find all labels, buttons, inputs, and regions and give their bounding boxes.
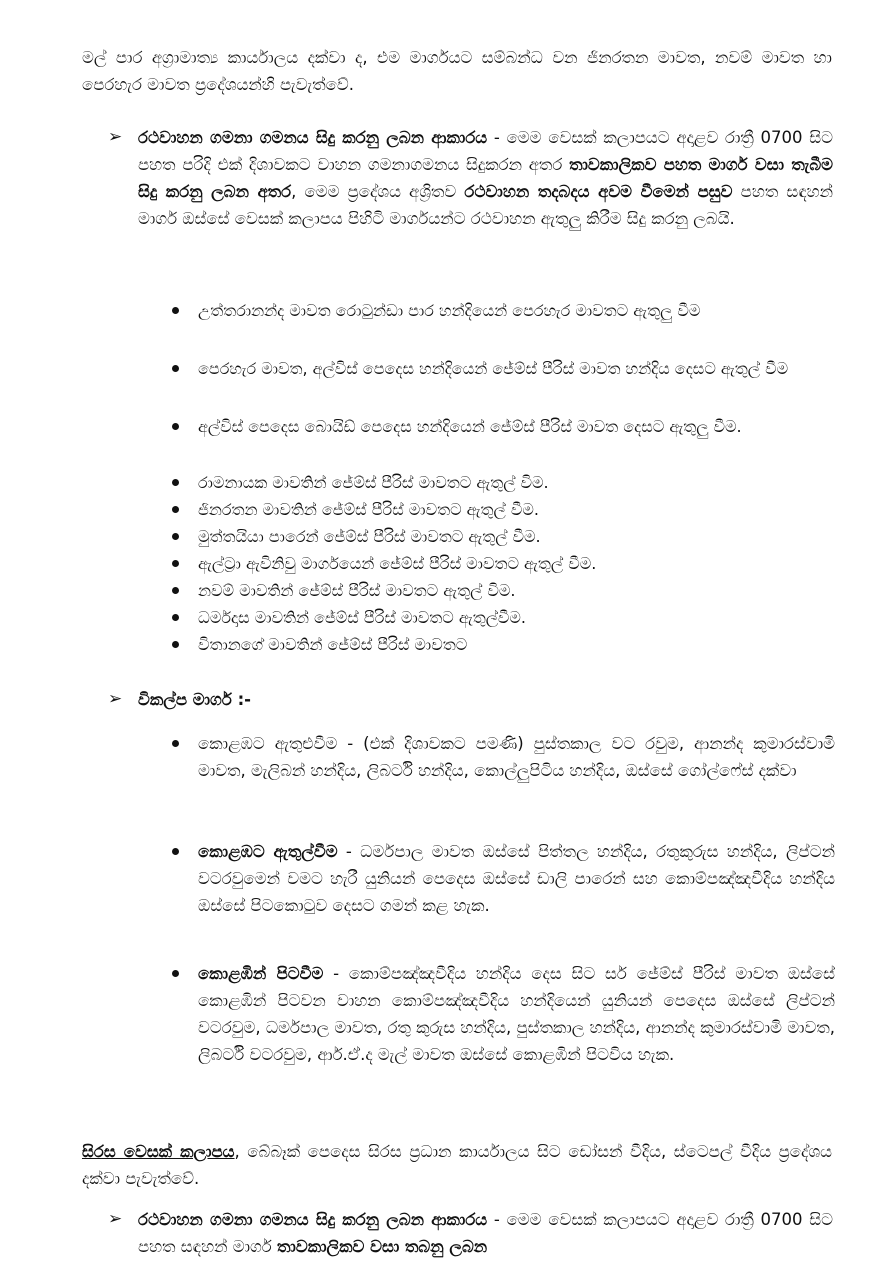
intro-text: මල් පාර අග්‍රාමාත්‍ය කාර්යාලය දක්වා ද, එම මාර්ගයට සම්බන්ධ වන ජිනරතන මාවත, නවම් මාවත හා පෙරහැර මාවත ප්‍රදේශයන්හි පැවැත්වේ.	[82, 48, 832, 94]
alt-routes-heading-block	[108, 686, 833, 713]
arrow-bullet-icon: ➢	[108, 127, 123, 147]
sirasa-paragraph	[82, 1138, 832, 1192]
arrow-bullet-icon: ➢	[108, 1209, 123, 1229]
traffic-section-2	[108, 1206, 833, 1260]
bullet-dot-icon	[172, 740, 179, 747]
alt-route-body: - කොම්පඤ්ඤවීදිය හන්දිය දෙස සිට සර් ජේම්ස් පීරිස් මාවත ඔස්සේ කොළඹින් පිටවන වාහන කොම්පඤ්ඤවීදිය හන්දියෙන් යුනියන් පෙදෙස ඔස්සේ ලිප්ටන් වටරවුම, ධර්මපාල මාවත, රතු කුරුස හන්දිය, පුස්තකාල හන්දිය, ආනන්ද කුමාරස්වාමි මාවත, ලිබර්ටි වටරවුම, ආර්.ඒ.ද මැල් මාවත ඔස්සේ කොළඹින් පිටවිය හැක.	[198, 964, 835, 1064]
alt-route-text	[198, 838, 835, 919]
list-item	[170, 499, 835, 521]
list-item	[170, 472, 835, 494]
alt-route-item	[170, 838, 835, 919]
alt-route-lead: කොළඹින් පිටවීම	[198, 964, 324, 983]
list-item	[170, 416, 835, 460]
traffic-text-3: , මෙම ප්‍රදේශය අශ්‍රිතව	[291, 182, 465, 201]
list-item-text: ධර්මදාස මාවතින් ජේම්ස් පීරිස් මාවතට ඇතුල්වීම.	[198, 608, 527, 627]
list-item	[170, 580, 835, 602]
list-item-text: අල්විස් පෙදෙස බොයිඩ් පෙදෙස හන්දියෙන් ජේම්ස් පීරිස් මාවත දෙසට ඇතුලු වීම.	[198, 417, 742, 436]
alt-routes-heading: විකල්ප මාර්ග :-	[138, 690, 252, 709]
bullet-dot-icon	[172, 587, 179, 594]
bullet-dot-icon	[172, 641, 179, 648]
bullet-dot-icon	[172, 848, 179, 855]
traffic-bold-2: තාවකාලිකව පහත මාර්ග වසා තැබීම සිදු කරනු ලබන අතර	[138, 155, 833, 201]
traffic-2-text-1: - මෙම වෙසක් කලාපයට අදාළව රාත්‍රී 0700 සිට පහත සඳහන් මාර්ග	[138, 1210, 833, 1256]
traffic-text-5: පහත සඳහන් මාර්ග ඔස්සේ වෙසක් කලාපය පිහිටි මාර්ගයන්ට රථවාහන ඇතුලු කිරීම සිදු කරනු ලබයි.	[138, 182, 833, 228]
bullet-dot-icon	[172, 307, 179, 314]
bullet-dot-icon	[172, 970, 179, 977]
alt-route-lead: කොළඹට ඇතුල්වීම	[198, 842, 338, 861]
bullet-dot-icon	[172, 479, 179, 486]
traffic-section-text	[138, 124, 833, 232]
alt-route-body: කොළඹට ඇතුළුවීම - (එක් දිශාවකට පමණි) පුස්තකාල වට රවුම, ආනන්ද කුමාරස්වාමි මාවත, මැලිබන් හන්දිය, ලිබර්ටි හන්දිය, කොල්ලුපිටිය හන්දිය, ඔස්සේ ගෝල්ෆේස් දක්වා	[198, 734, 835, 780]
list-item	[170, 607, 835, 629]
traffic-2-bold-2: තාවකාලිකව වසා තබනු ලබන	[277, 1237, 488, 1256]
bullet-dot-icon	[172, 533, 179, 540]
sirasa-text: , බේබෑක් පෙදෙස සිරස ප්‍රධාන කාර්යාලය සිට ඩෝසන් වීදිය, ස්ටෙපල් වීදිය ප්‍රදේශය දක්වා පැවැත්වේ.	[82, 1142, 832, 1188]
list-item-text: ඇල්ට්‍රා ඇවිනිවු මාර්ගයෙන් ජේම්ස් පීරිස් මාවතට ඇතුල් වීම.	[198, 554, 597, 573]
alt-route-text	[198, 960, 835, 1068]
list-item-text: ජිනරතන මාවතින් ජේම්ස් පීරිස් මාවතට ඇතුල් වීම.	[198, 500, 539, 519]
bullet-dot-icon	[172, 560, 179, 567]
traffic-2-lead: රථවාහන ගමනා ගමනය සිදු කරනු ලබන ආකාරය	[138, 1210, 488, 1229]
traffic-section	[108, 124, 833, 232]
bullet-dot-icon	[172, 423, 179, 430]
alt-route-text	[198, 730, 835, 784]
list-item-text: උත්තරානන්ද මාවත රොටුන්ඩා පාර හන්දියෙන් පෙරහැර මාවතට ඇතුලු වීම	[198, 301, 701, 320]
list-item-text: විතානගේ මාවතින් ජේම්ස් පීරිස් මාවතට	[198, 635, 468, 654]
bullet-dot-icon	[172, 614, 179, 621]
list-item-text: මුත්තයියා පාරෙන් ජේම්ස් පීරිස් මාවතට ඇතුල් වීම.	[198, 527, 541, 546]
bullet-dot-icon	[172, 506, 179, 513]
sirasa-heading: සිරස වෙසක් කලාපය	[82, 1142, 235, 1161]
list-item-text: රාමනායක මාවතින් ජේම්ස් පීරිස් මාවතට ඇතුල් විම.	[198, 473, 549, 492]
arrow-bullet-icon: ➢	[108, 689, 123, 709]
alt-route-item	[170, 960, 835, 1068]
list-item-text: නවම් මාවතින් ජේම්ස් පීරිස් මාවතට ඇතුල් විම.	[198, 581, 516, 600]
list-item	[170, 553, 835, 575]
alt-route-body: - ධර්මපාල මාවත ඔස්සේ පිත්තල හන්දිය, රතුකුරුස හන්දිය, ලිප්ටන් වටරවුමෙන් වමට හැරී යුනියන් පෙදෙස ඔස්සේ ඩාලි පාරෙන් සහ කොම්පඤ්ඤවීදිය හන්දිය ඔස්සේ පිටකොටුව දෙසට ගමන් කළ හැක.	[198, 842, 835, 915]
list-item	[170, 634, 835, 656]
list-item	[170, 358, 835, 402]
alt-route-item	[170, 730, 835, 784]
entry-route-list	[170, 300, 835, 656]
list-item-text: පෙරහැර මාවත, අල්විස් පෙදෙස හන්දියෙන් ජේම්ස් පීරිස් මාවත හන්දිය දෙසට ඇතුල් වීම	[198, 359, 789, 378]
list-item	[170, 526, 835, 548]
traffic-section-2-text	[138, 1206, 833, 1260]
list-item	[170, 300, 835, 344]
intro-paragraph	[82, 44, 832, 98]
traffic-lead: රථවාහන ගමනා ගමනය සිදු කරනු ලබන ආකාරය	[138, 128, 488, 147]
bullet-dot-icon	[172, 365, 179, 372]
traffic-text-1: - මෙම වෙසක් කලාපයට අදාළව රාත්‍රී 0700 සිට පහත පරිදි එක් දිශාවකට වාහන ගමනාගමනය සිදුකරන අතර	[138, 128, 833, 174]
traffic-bold-4: රථවාහන තදබදය අවම වීමෙන් පසුව	[464, 182, 733, 201]
